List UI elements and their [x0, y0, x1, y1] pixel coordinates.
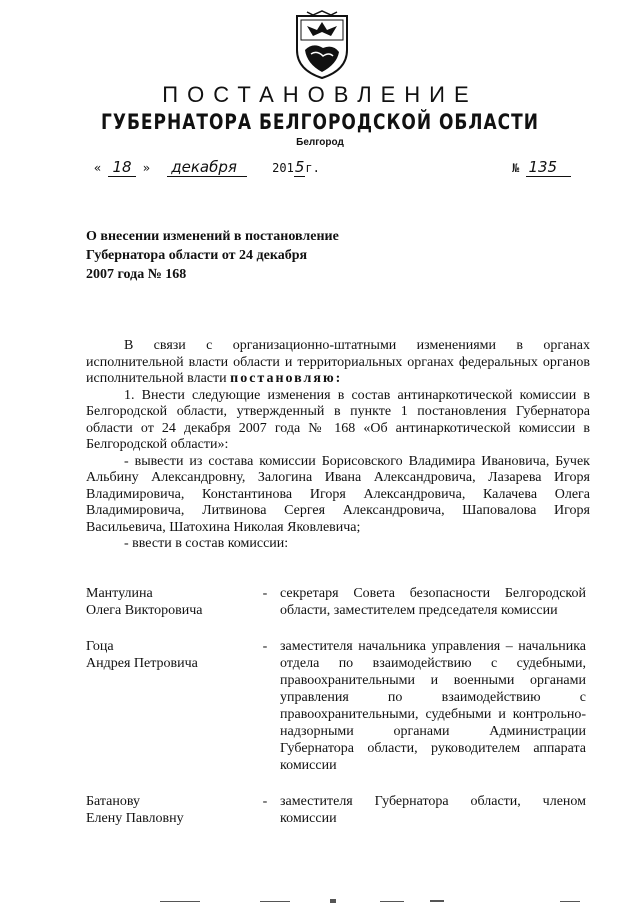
member-name	[86, 638, 256, 672]
member-role: заместителя начальника управления – начальника отдела по взаимодействию с судебными, правоохранительными и военными органами управления по взаимодействию с правоохранительными, судебными и контрольно-надзорными органами Администрации Губернатора области, руководителем аппарата комиссии	[280, 639, 586, 773]
add-members-paragraph: - ввести в состав комиссии:	[124, 536, 289, 551]
number-value: 135	[526, 158, 571, 177]
member-role: секретаря Совета безопасности Белгородской области, заместителем председателя комиссии	[280, 586, 586, 618]
member-role: заместителя Губернатора области, членом комиссии	[280, 794, 586, 826]
scan-edge-artifact	[0, 898, 640, 904]
member-name	[86, 585, 256, 619]
member-surname: Батанову	[86, 794, 141, 809]
member-dash: -	[262, 794, 268, 809]
date-day: 18	[108, 158, 135, 177]
number-label: №	[512, 161, 520, 175]
member-surname: Гоца	[86, 639, 114, 654]
decree-word: постановляю:	[230, 371, 343, 386]
subject-line: О внесении изменений в постановление	[86, 229, 339, 244]
subject-line: 2007 года № 168	[86, 267, 187, 282]
member-surname: Мантулина	[86, 586, 153, 601]
member-given-names: Олега Викторовича	[86, 603, 203, 618]
date-open-quote: «	[94, 161, 102, 175]
date-year-prefix: 201	[272, 161, 294, 175]
member-given-names: Андрея Петровича	[86, 656, 198, 671]
date-close-quote: »	[142, 161, 151, 175]
member-given-names: Елену Павловну	[86, 811, 184, 826]
date-year-suffix: г.	[305, 161, 320, 175]
document-type-title: ПОСТАНОВЛЕНИЕ	[162, 82, 478, 107]
coat-of-arms-emblem	[293, 10, 351, 80]
date-year-digit: 5	[294, 158, 305, 176]
document-subject	[86, 227, 406, 284]
city-label: Белгород	[296, 137, 344, 148]
preamble-text: В связи с организационно-штатными изменениями в органах исполнительной власти области и территориальных органах федеральных органов исполнительной власти	[86, 338, 590, 386]
remove-members-paragraph: - вывести из состава комиссии Борисовского Владимира Ивановича, Бучек Альбину Александровну, Залогина Ивана Александровича, Лазарева Игоря Владимировича, Константинова Игоря Александровича, Калачева Олега Владимировича, Литвинова Сергея Александровича, Шаповалова Игоря Васильевича, Шатохина Николая Яковлевича;	[86, 453, 590, 535]
clause-1-paragraph: 1. Внести следующие изменения в состав антинаркотической комиссии в Белгородской области, утвержденный в пункте 1 постановления Губернатора области от 24 декабря 2007 года № 168 «Об антинаркотической комиссии в Белгородской области»:	[86, 387, 590, 452]
member-name	[86, 793, 256, 827]
member-dash: -	[262, 586, 268, 601]
member-dash: -	[262, 639, 268, 654]
document-body	[86, 338, 590, 553]
preamble-paragraph	[86, 338, 590, 388]
subject-line: Губернатора области от 24 декабря	[86, 248, 308, 263]
document-number	[512, 158, 571, 176]
date-line	[94, 158, 320, 176]
issuer-title: ГУБЕРНАТОРА БЕЛГОРОДСКОЙ ОБЛАСТИ	[101, 110, 539, 135]
date-month: декабря	[167, 158, 247, 177]
